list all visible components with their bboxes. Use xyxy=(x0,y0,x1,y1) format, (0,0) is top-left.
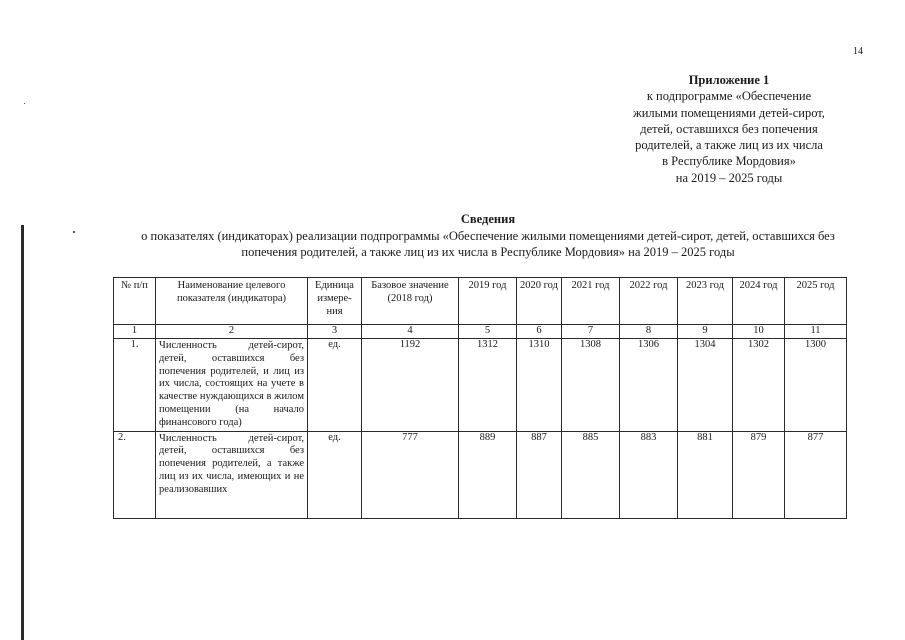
header-year-2024: 2024 год xyxy=(733,278,785,325)
column-number: 4 xyxy=(362,325,459,339)
page-number: 14 xyxy=(853,46,863,57)
column-number: 10 xyxy=(733,325,785,339)
header-indicator-name: Наименование целевого показателя (индикатора) xyxy=(156,278,308,325)
scan-speck xyxy=(24,103,25,104)
column-number: 2 xyxy=(156,325,308,339)
appendix-line: на 2019 – 2025 годы xyxy=(675,170,783,185)
table-header-row xyxy=(114,278,847,325)
unit-cell: ед. xyxy=(308,431,362,518)
header-year-2019: 2019 год xyxy=(459,278,517,325)
value-2021: 885 xyxy=(562,431,620,518)
appendix-line: родителей, а также лиц из их числа xyxy=(635,138,823,153)
document-heading xyxy=(114,211,862,261)
header-number: № п/п xyxy=(114,278,156,325)
header-year-2022: 2022 год xyxy=(620,278,678,325)
column-number: 7 xyxy=(562,325,620,339)
row-number: 1. xyxy=(114,339,156,432)
scan-edge-shadow xyxy=(21,225,24,640)
column-number: 8 xyxy=(620,325,678,339)
scan-speck xyxy=(73,231,75,233)
column-number: 9 xyxy=(678,325,733,339)
header-year-2023: 2023 год xyxy=(678,278,733,325)
value-2019: 889 xyxy=(459,431,517,518)
value-2022: 883 xyxy=(620,431,678,518)
value-2023: 881 xyxy=(678,431,733,518)
base-value-cell: 1192 xyxy=(362,339,459,432)
column-number-row xyxy=(114,325,847,339)
unit-cell: ед. xyxy=(308,339,362,432)
appendix-line: жилыми помещениями детей-сирот, xyxy=(633,105,825,120)
column-number: 3 xyxy=(308,325,362,339)
value-2021: 1308 xyxy=(562,339,620,432)
appendix-line: к подпрограмме «Обеспечение xyxy=(646,89,812,104)
value-2024: 1302 xyxy=(733,339,785,432)
header-unit: Единица измере-ния xyxy=(308,278,362,325)
table-row xyxy=(114,339,847,432)
column-number: 6 xyxy=(517,325,562,339)
value-2022: 1306 xyxy=(620,339,678,432)
value-2024: 879 xyxy=(733,431,785,518)
heading-subtitle: о показателях (индикаторах) реализации подпрограммы «Обеспечение жилыми помещениями детей-сирот, детей, оставшихся без попечения родителей, а также лиц из их числа в Республике Мордовия» на 2019 – 2025 годы xyxy=(141,228,835,259)
column-number: 1 xyxy=(114,325,156,339)
indicator-name: Численность детей-сирот, детей, оставшихся без попечения родителей, а также лиц из их числа, имеющих и не реализовавших xyxy=(156,431,308,518)
header-base-value: Базовое значение (2018 год) xyxy=(362,278,459,325)
column-number: 11 xyxy=(785,325,847,339)
value-2020: 1310 xyxy=(517,339,562,432)
base-value-cell: 777 xyxy=(362,431,459,518)
appendix-line: детей, оставшихся без попечения xyxy=(640,121,818,136)
row-number: 2. xyxy=(114,431,156,518)
heading-title: Сведения xyxy=(460,212,516,226)
appendix-line: в Республике Мордовия» xyxy=(662,154,796,169)
header-year-2021: 2021 год xyxy=(562,278,620,325)
indicator-name: Численность детей-сирот, детей, оставшихся без попечения родителей, и лиц из их числа, состоящих на учете в качестве нуждающихся в жилом помещении (на начало финансового года) xyxy=(156,339,308,432)
header-year-2025: 2025 год xyxy=(785,278,847,325)
value-2025: 877 xyxy=(785,431,847,518)
header-year-2020: 2020 год xyxy=(517,278,562,325)
value-2019: 1312 xyxy=(459,339,517,432)
appendix-title: Приложение 1 xyxy=(688,73,770,87)
value-2020: 887 xyxy=(517,431,562,518)
table-row xyxy=(114,431,847,518)
column-number: 5 xyxy=(459,325,517,339)
value-2023: 1304 xyxy=(678,339,733,432)
appendix-block xyxy=(600,72,858,186)
indicators-table xyxy=(113,277,847,519)
value-2025: 1300 xyxy=(785,339,847,432)
